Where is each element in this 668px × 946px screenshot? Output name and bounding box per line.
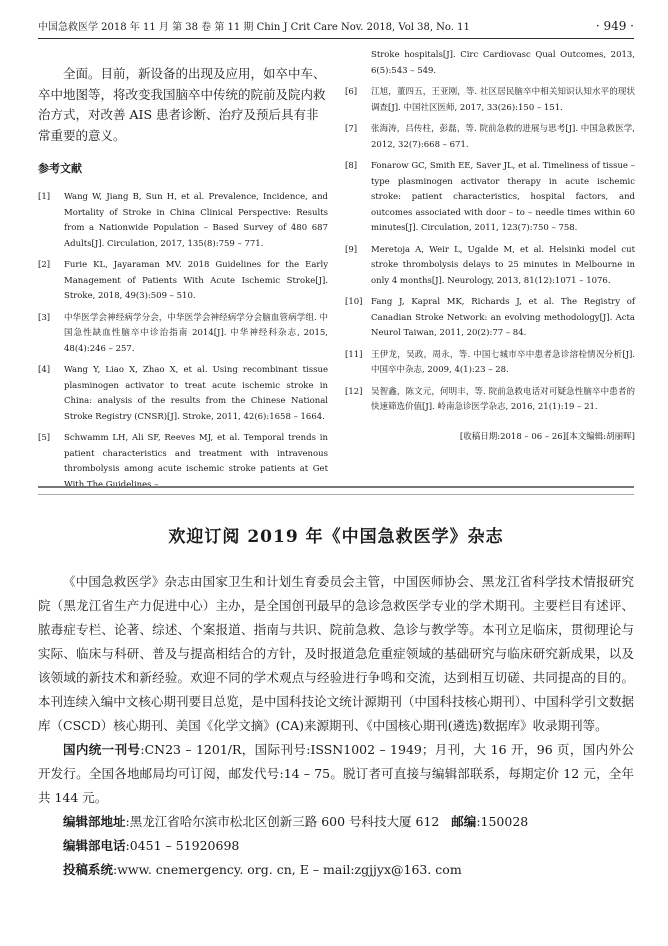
reference-number: [9] bbox=[345, 244, 358, 255]
reference-item bbox=[345, 385, 635, 416]
postcode-label: 邮编 bbox=[451, 814, 477, 829]
postcode-text: :150028 bbox=[476, 814, 529, 829]
references-title: 参考文献 bbox=[38, 162, 82, 175]
reference-number: [1] bbox=[38, 192, 51, 202]
reference-text: Fang J, Kapral MK, Richards J, et al. The Registry of Canadian Stroke Network: an evolving methodology[J]. Acta Neurol Taiwan, 2011, 20(2):77 – 84. bbox=[371, 297, 635, 338]
ad-paragraph: 《中国急救医学》杂志由国家卫生和计划生育委员会主管，中国医师协会、黑龙江省科学技术情报研究院（黑龙江省生产力促进中心）主办，是全国创刊最早的急诊急救医学专业的学术期刊。主要栏目有述评、脓毒症专栏、论著、综述、个案报道、指南与共识、院前急救、急诊与教学等。本刊立足临床，贯彻理论与实际、临床与科研、普及与提高相结合的方针，及时报道急危重症领域的基础研究与临床研究新成果，以及该领域的新技术和新经验。欢迎不同的学术观点与经验进行争鸣和交流，达到相互切磋、共同提高的目的。本刊连续入编中文核心期刊要目总览，是中国科技论文统计源期刊（中国科技核心期刊）、中国科学引文数据库（CSCD）核心期刊、美国《化学文摘》(CA)来源期刊、《中国核心期刊(遴选)数据库》收录期刊等。 bbox=[38, 574, 634, 733]
ad-body bbox=[38, 570, 634, 882]
issn-text: :CN23 – 1201/R，国际刊号:ISSN1002 – 1949；月刊，大 16 开，96 页，国内外公开发行。全国各地邮局均可订阅，邮发代号:14 – 75。脱订者可直接与编辑部联系，每期定价 12 元，全年共 144 元。 bbox=[38, 742, 634, 805]
reference-number: [8] bbox=[345, 161, 358, 171]
reference-item bbox=[345, 85, 635, 116]
received-date: [收稿日期:2018 – 06 – 26][本文编辑:胡丽晖] bbox=[459, 431, 635, 442]
running-header bbox=[38, 18, 634, 39]
reference-number: [12] bbox=[345, 386, 363, 397]
reference-number: [10] bbox=[345, 297, 363, 307]
ad-title: 欢迎订阅 2019 年《中国急救医学》杂志 bbox=[168, 527, 504, 547]
phone-text: :0451 – 51920698 bbox=[125, 838, 240, 853]
reference-text: 吴智鑫，陈文元，何明丰，等. 院前急救电话对可疑急性脑卒中患者的快速筛选价值[J]. 岭南急诊医学杂志, 2016, 21(1):19 – 21. bbox=[371, 386, 635, 412]
reference-item bbox=[38, 363, 328, 425]
ad-issn-line bbox=[38, 738, 634, 810]
reference-text: Wang Y, Liao X, Zhao X, et al. Using recombinant tissue plasminogen activator to treat acute ischemic stroke in China: analysis of the results from the Chinese National Stroke Registry (CNSR)[J]. Stroke, 2011, 42(6):1658 – 1664. bbox=[64, 365, 328, 422]
address-label: 编辑部地址 bbox=[63, 814, 126, 829]
reference-item bbox=[345, 122, 635, 153]
references-list-left bbox=[38, 190, 328, 493]
reference-number: [4] bbox=[38, 365, 51, 375]
reference-text: Wang W, Jiang B, Sun H, et al. Prevalence, Incidence, and Mortality of Stroke in China Clinical Perspective: Results from a Nationwide Population – Based Survey of 480 687 Adults[J]. Circulation, 2017, 135(8):759 – 771. bbox=[64, 192, 328, 249]
reference-text: Furie KL, Jayaraman MV. 2018 Guidelines for the Early Management of Patients With Acute Ischemic Stroke[J]. Stroke, 2018, 49(3):509 – 510. bbox=[64, 260, 328, 301]
reference-text: Fonarow GC, Smith EE, Saver JL, et al. Timeliness of tissue – type plasminogen activator therapy in acute ischemic stroke: patient characteristics, hospital factors, and outcomes associated with door – to – needle times within 60 minutes[J]. Circulation, 2011, 123(7):750 – 758. bbox=[371, 161, 635, 233]
reference-number: [11] bbox=[345, 349, 363, 360]
section-divider bbox=[38, 486, 634, 495]
references-list-right bbox=[345, 85, 635, 416]
reference-item bbox=[38, 431, 328, 493]
ad-address-line bbox=[38, 810, 634, 834]
reference-number: [3] bbox=[38, 312, 51, 323]
reference-item bbox=[38, 190, 328, 252]
left-column bbox=[38, 64, 328, 499]
reference-continuation bbox=[345, 48, 635, 79]
ad-phone-line bbox=[38, 834, 634, 858]
reference-item bbox=[345, 348, 635, 379]
reference-item bbox=[345, 243, 635, 290]
intro-paragraph: 全面。目前，新设备的出现及应用，如卒中车、卒中地图等，将改变我国脑卒中传统的院前及院内救治方式，对改善 AIS 患者诊断、治疗及预后具有非常重要的意义。 bbox=[38, 66, 326, 143]
submission-text: :www. cnemergency. org. cn, E – mail:zgjjyx@163. com bbox=[113, 862, 462, 877]
reference-text: Meretoja A, Weir L, Ugalde M, et al. Helsinki model cut stroke thrombolysis delays to 25 minutes in Melbourne in only 4 months[J]. Neurology, 2013, 81(12):1071 – 1076. bbox=[371, 244, 635, 286]
right-column bbox=[345, 48, 635, 442]
reference-item bbox=[38, 311, 328, 358]
reference-item bbox=[345, 159, 635, 237]
reference-item bbox=[345, 295, 635, 342]
reference-number: [7] bbox=[345, 124, 358, 134]
issn-label: 国内统一刊号 bbox=[63, 742, 141, 757]
ad-submission-line bbox=[38, 858, 634, 882]
phone-label: 编辑部电话 bbox=[63, 838, 126, 853]
reference-text: 中华医学会神经病学分会，中华医学会神经病学分会脑血管病学组. 中国急性缺血性脑卒中诊治指南 2014[J]. 中华神经科杂志, 2015, 48(4):246 – 257. bbox=[64, 312, 328, 354]
journal-header: 中国急救医学 2018 年 11 月 第 38 卷 第 11 期 Chin J Crit Care Nov. 2018, Vol 38, No. 11 bbox=[38, 22, 470, 33]
reference-item bbox=[38, 258, 328, 305]
reference-text: 江旭，董四五，王亚刚，等. 社区居民脑卒中相关知识认知水平的现状调查[J]. 中国社区医师, 2017, 33(26):150 – 151. bbox=[371, 87, 635, 113]
reference-number: [6] bbox=[345, 87, 358, 97]
reference-number: [5] bbox=[38, 433, 51, 443]
reference-text: 张海涛，吕传柱，彭磊，等. 院前急救的进展与思考[J]. 中国急救医学, 2012, 32(7):668 – 671. bbox=[371, 124, 635, 150]
reference-text: Stroke hospitals[J]. Circ Cardiovasc Qual Outcomes, 2013, 6(5):543 – 549. bbox=[371, 50, 635, 76]
reference-number: [2] bbox=[38, 260, 51, 270]
address-text: :黑龙江省哈尔滨市松北区创新三路 600 号科技大厦 612 bbox=[125, 814, 440, 829]
page-number: · 949 · bbox=[595, 19, 634, 33]
reference-text: 王伊龙，吴政，周永，等. 中国七城市卒中患者急诊溶栓情况分析[J]. 中国卒中杂志, 2009, 4(1):23 – 28. bbox=[371, 349, 635, 375]
reference-text: Schwamm LH, Ali SF, Reeves MJ, et al. Temporal trends in patient characteristics and treatment with intravenous thrombolysis among acute ischemic stroke patients at Get With The Guidelines – bbox=[64, 433, 328, 490]
submission-label: 投稿系统 bbox=[63, 862, 114, 877]
